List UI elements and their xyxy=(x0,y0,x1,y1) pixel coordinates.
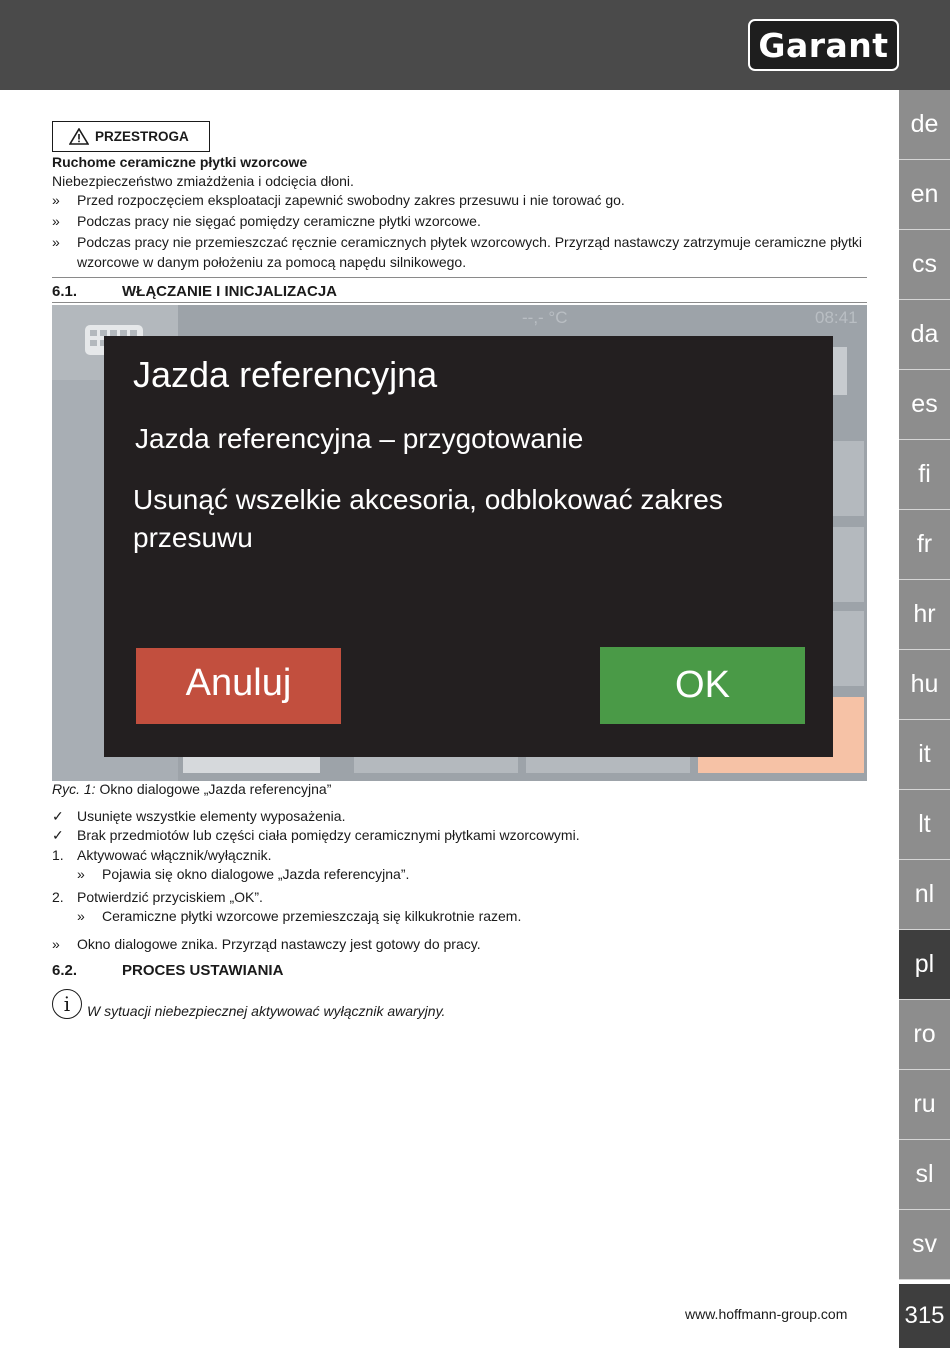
language-tab-fr[interactable]: fr xyxy=(899,510,950,580)
language-tab-pl[interactable]: pl xyxy=(899,930,950,1000)
language-tab-it[interactable]: it xyxy=(899,720,950,790)
language-tab-en[interactable]: en xyxy=(899,160,950,230)
device-bottom-tab xyxy=(354,757,518,773)
check-item xyxy=(52,825,867,845)
reference-run-dialog xyxy=(104,336,833,757)
figure-caption xyxy=(52,781,331,797)
step-result-text: Pojawia się okno dialogowe „Jazda referencyjna”. xyxy=(102,866,410,882)
warning-triangle-icon xyxy=(69,128,89,145)
language-tab-lt[interactable]: lt xyxy=(899,790,950,860)
check-text: Brak przedmiotów lub części ciała pomiędzy ceramicznymi płytkami wzorcowymi. xyxy=(77,827,580,843)
page-number: 315 xyxy=(899,1284,950,1348)
info-text: W sytuacji niebezpiecznej aktywować wyłącznik awaryjny. xyxy=(87,1003,446,1019)
check-text: Usunięte wszystkie elementy wyposażenia. xyxy=(77,808,346,824)
check-item xyxy=(52,806,867,826)
language-tab-da[interactable]: da xyxy=(899,300,950,370)
warning-title: Ruchome ceramiczne płytki wzorcowe xyxy=(52,154,308,170)
device-bottom-tab xyxy=(526,757,690,773)
language-sidebar xyxy=(899,90,950,1280)
step-item xyxy=(52,845,867,865)
info-icon: i xyxy=(52,989,82,1019)
language-tab-hu[interactable]: hu xyxy=(899,650,950,720)
bullet-marker: » xyxy=(77,908,85,924)
step-number: 1. xyxy=(52,847,64,863)
cancel-button[interactable]: Anuluj xyxy=(136,648,341,724)
language-tab-sl[interactable]: sl xyxy=(899,1140,950,1210)
header-bar xyxy=(0,0,950,90)
bullet-marker: » xyxy=(77,866,85,882)
dialog-message: Usunąć wszelkie akcesoria, odblokować zakres przesuwu xyxy=(133,484,723,553)
language-tab-ru[interactable]: ru xyxy=(899,1070,950,1140)
bullet-marker: » xyxy=(52,192,60,208)
ok-button[interactable]: OK xyxy=(600,647,805,724)
warning-item-text: Podczas pracy nie sięgać pomiędzy ceramiczne płytki wzorcowe. xyxy=(77,213,481,229)
language-tab-cs[interactable]: cs xyxy=(899,230,950,300)
caption-prefix: Ryc. 1: xyxy=(52,781,96,797)
step-text: Aktywować włącznik/wyłącznik. xyxy=(77,847,272,863)
warning-item-text: Przed rozpoczęciem eksploatacji zapewnić swobodny zakres przesuwu i nie torować go. xyxy=(77,192,625,208)
warning-label: PRZESTROGA xyxy=(95,129,189,144)
divider xyxy=(52,302,867,303)
final-result xyxy=(52,934,867,954)
check-icon: ✓ xyxy=(52,808,64,824)
check-icon: ✓ xyxy=(52,827,64,843)
bullet-marker: » xyxy=(52,234,60,250)
warning-item xyxy=(52,190,867,210)
bullet-marker: » xyxy=(52,213,60,229)
section-title: WŁĄCZANIE I INICJALIZACJA xyxy=(122,283,337,300)
language-tab-fi[interactable]: fi xyxy=(899,440,950,510)
warning-label-box xyxy=(52,121,210,152)
footer-url: www.hoffmann-group.com xyxy=(685,1306,848,1322)
section-title: PROCES USTAWIANIA xyxy=(122,962,284,979)
step-text: Potwierdzić przyciskiem „OK”. xyxy=(77,889,263,905)
section-number: 6.1. xyxy=(52,283,78,300)
language-tab-ro[interactable]: ro xyxy=(899,1000,950,1070)
dialog-title: Jazda referencyjna xyxy=(133,354,438,395)
warning-subtitle: Niebezpieczeństwo zmiażdżenia i odcięcia dłoni. xyxy=(52,173,354,189)
warning-item xyxy=(52,232,867,272)
section-number: 6.2. xyxy=(52,962,78,979)
step-number: 2. xyxy=(52,889,64,905)
step-item xyxy=(52,887,867,907)
language-tab-sv[interactable]: sv xyxy=(899,1210,950,1280)
bullet-marker: » xyxy=(52,936,60,952)
warning-item xyxy=(52,211,867,231)
device-temperature: --,- °C xyxy=(522,308,568,327)
step-result-text: Ceramiczne płytki wzorcowe przemieszczają się kilkukrotnie razem. xyxy=(102,908,522,924)
dialog-subtitle: Jazda referencyjna – przygotowanie xyxy=(135,423,584,454)
language-tab-hr[interactable]: hr xyxy=(899,580,950,650)
garant-logo: Garant xyxy=(748,19,899,71)
device-bottom-tab xyxy=(183,757,320,773)
language-tab-de[interactable]: de xyxy=(899,90,950,160)
device-clock: 08:41 xyxy=(815,308,858,327)
final-result-text: Okno dialogowe znika. Przyrząd nastawczy jest gotowy do pracy. xyxy=(77,936,481,952)
warning-item-text: Podczas pracy nie przemieszczać ręcznie ceramicznych płytek wzorcowych. Przyrząd nastawczy zatrzymuje ceramiczne płytki wzorcowe w danym położeniu za pomocą napędu silnikowego. xyxy=(77,234,863,270)
language-tab-es[interactable]: es xyxy=(899,370,950,440)
step-result xyxy=(77,906,867,926)
step-result xyxy=(77,864,867,884)
divider xyxy=(52,277,867,278)
caption-text: Okno dialogowe „Jazda referencyjna” xyxy=(99,781,332,797)
device-bottom-tab xyxy=(698,757,864,773)
language-tab-nl[interactable]: nl xyxy=(899,860,950,930)
